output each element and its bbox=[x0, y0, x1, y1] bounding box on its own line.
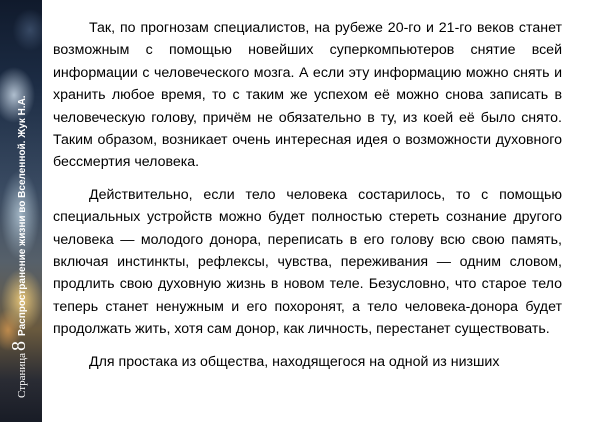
page-body bbox=[53, 17, 562, 383]
sidebar-space-image bbox=[0, 0, 42, 422]
page-number: 8 bbox=[8, 340, 30, 351]
paragraph-2: Действительно, если тело человека состарилось, то с помощью специальных устройств можно будет полностью стереть сознание другого человека — молодого донора, переписать в его голову всю свою память, включая инстинкты, рефлексы, чувства, переживания — одним словом, продлить свою духовную жизнь в новом теле. Безусловно, что старое тело теперь станет ненужным и его похоронят, а тело человека-донора будет продолжать жить, хотя сам донор, как личность, перестанет существовать. bbox=[53, 186, 562, 338]
paragraph-3: Для простака из общества, находящегося на одной из низших bbox=[89, 353, 500, 370]
document-title: Распространение жизни во Вселенной. Жук Н.А. bbox=[17, 95, 28, 336]
page-label: Страница bbox=[16, 352, 28, 398]
sidebar-caption bbox=[8, 95, 30, 398]
paragraph-1: Так, по прогнозам специалистов, на рубеже 20-го и 21-го веков станет возможным с помощью новейших суперкомпьютеров снятие всей информации с человеческого мозга. А если эту информацию можно снять и хранить любое время, то с таким же успехом её можно снова записать в человеческую голову, причём не обязательно в ту, из коей её было снято. Таким образом, возникает очень интересная идея о возможности духовного бессмертия человека. bbox=[53, 20, 562, 171]
